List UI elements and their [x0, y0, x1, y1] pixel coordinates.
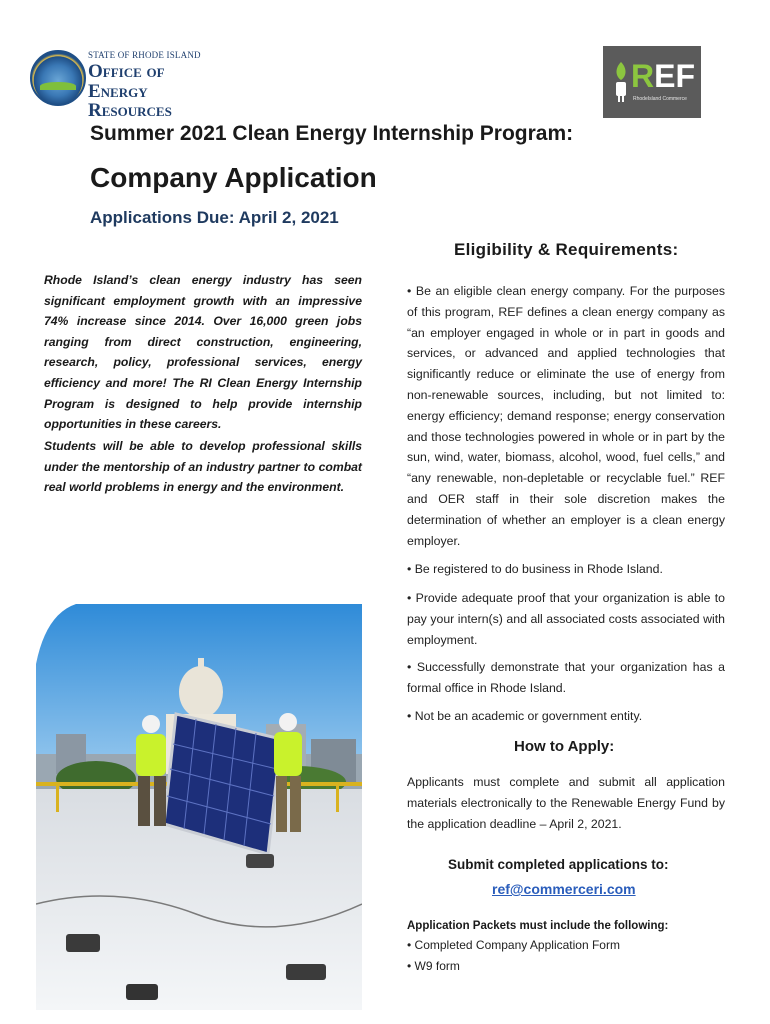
logo-name-line2: Energy Resources	[88, 81, 172, 121]
eligibility-bullet: • Be registered to do business in Rhode Island.	[407, 562, 663, 576]
how-to-apply-text: Applicants must complete and submit all application materials electronically to the Renewable Energy Fund by the application deadline – April 2, 2021.	[407, 775, 725, 831]
ref-logo-subtext: RhodeIsland Commerce	[633, 96, 687, 102]
ref-logo	[603, 46, 701, 118]
eligibility-heading: Eligibility & Requirements:	[454, 240, 679, 259]
intro-paragraph: Rhode Island’s clean energy industry has seen significant employment growth with an impressive 74% increase since 2014. Over 16,000 green jobs ranging from direct construction, engineering, research, policy, professional services, energy efficiency and more! The RI Clean Energy Internship Program is designed to help provide internship opportunities in these careers.	[44, 273, 362, 432]
submit-email-link[interactable]: ref@commerceri.com	[492, 881, 636, 897]
packet-item: • W9 form	[407, 959, 460, 973]
page-title: Summer 2021 Clean Energy Internship Program:	[90, 122, 574, 145]
how-to-apply-heading: How to Apply:	[514, 738, 615, 755]
logo-name-line1: Office of	[88, 61, 165, 82]
packet-heading: Application Packets must include the following:	[407, 920, 669, 932]
leaf-plug-icon	[611, 60, 631, 104]
solar-panel-workers-photo	[36, 604, 362, 1010]
due-date: Applications Due: April 2, 2021	[90, 208, 339, 227]
packet-item: • Completed Company Application Form	[407, 938, 620, 952]
logo-state-text: STATE OF RHODE ISLAND	[88, 50, 201, 60]
eligibility-bullet: • Not be an academic or government entity.	[407, 709, 643, 723]
page-subtitle: Company Application	[90, 162, 377, 193]
submit-heading: Submit completed applications to:	[448, 857, 669, 872]
office-of-energy-resources-logo	[30, 48, 230, 121]
rhode-island-seal-icon	[30, 50, 86, 106]
students-paragraph: Students will be able to develop professional skills under the mentorship of an industry partner to combat real world problems in energy and the environment.	[44, 439, 362, 495]
eligibility-bullet: • Provide adequate proof that your organization is able to pay your intern(s) and all associated costs associated with employment.	[407, 591, 725, 647]
ref-logo-text: REF	[631, 58, 695, 94]
eligibility-bullet: • Successfully demonstrate that your organization has a formal office in Rhode Island.	[407, 660, 725, 695]
eligibility-bullet: • Be an eligible clean energy company. For the purposes of this program, REF defines a clean energy company as “an employer engaged in whole or in part in goods and services, or advanced and applied technologies that significantly reduce or eliminate the use of energy from non-renewable sources, including, but not limited to: energy efficiency; demand response; energy conservation and those technologies powered in whole or in part by the sun, wind, water, biomass, alcohol, wood, fuel cells,” and “any renewable, non-depletable or recyclable fuel.” REF and OER staff in their sole discretion makes the determination of whether an employer is a clean energy employer.	[407, 284, 725, 548]
